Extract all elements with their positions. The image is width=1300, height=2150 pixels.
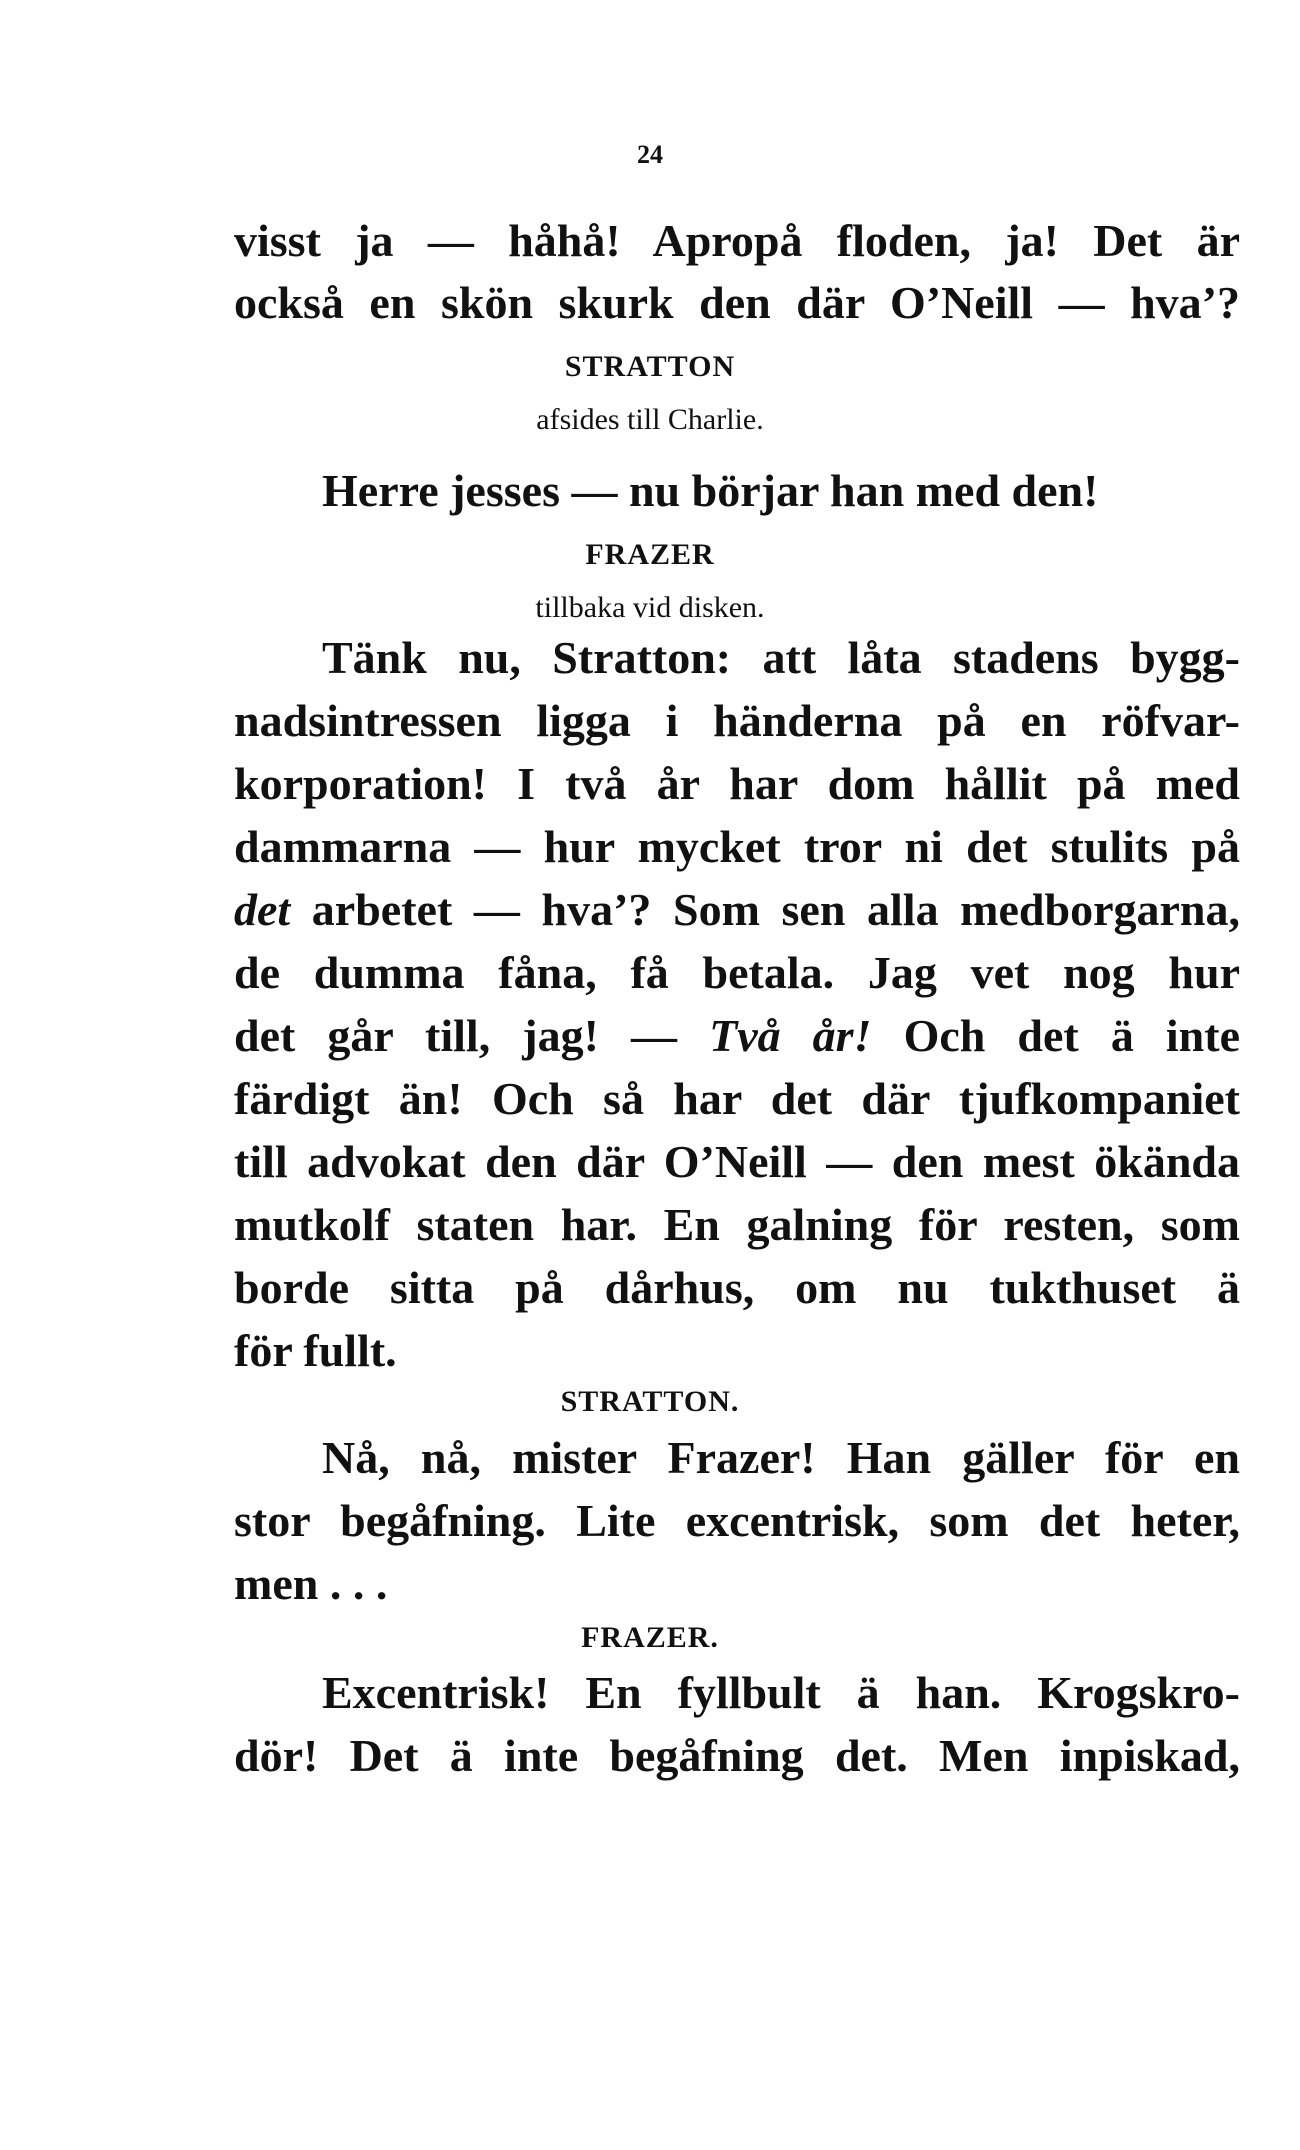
text-line: också en skön skurk den där O’Neill — hva’? <box>234 277 1240 328</box>
text-line: mutkolf staten har. En galning för resten, som <box>234 1199 1240 1250</box>
italic-word: det <box>234 884 291 935</box>
text-line: Excentrisk! En fyllbult ä han. Krogskro- <box>322 1667 1240 1718</box>
page-number: 24 <box>637 140 663 169</box>
text-line <box>234 1010 1241 1061</box>
speaker-name: STRATTON <box>564 350 736 383</box>
stage-direction: tillbaka vid disken. <box>535 591 765 624</box>
text-line: Herre jesses — nu börjar han med den! <box>322 465 1099 516</box>
text-line: nadsintressen ligga i händerna på en röfvar- <box>234 695 1240 746</box>
text-segment: det går till, jag! — <box>234 1010 710 1061</box>
text-line: borde sitta på dårhus, om nu tukthuset ä <box>234 1262 1240 1313</box>
speaker-name: FRAZER <box>585 538 715 571</box>
text-line: Nå, nå, mister Frazer! Han gäller för en <box>322 1432 1240 1483</box>
text-line: de dumma fåna, få betala. Jag vet nog hur <box>234 947 1240 998</box>
text-line: för fullt. <box>234 1325 397 1376</box>
text-segment: Och det ä inte <box>871 1010 1241 1061</box>
text-line: stor begåfning. Lite excentrisk, som det heter, <box>234 1495 1240 1546</box>
text-line: dammarna — hur mycket tror ni det stulits på <box>234 821 1240 872</box>
text-line: men . . . <box>234 1558 388 1609</box>
text-line: visst ja — håhå! Apropå floden, ja! Det är <box>234 215 1240 266</box>
stage-direction: afsides till Charlie. <box>536 403 764 436</box>
text-line <box>234 884 1240 935</box>
text-segment: arbetet — hva’? Som sen alla medborgarna, <box>290 884 1240 935</box>
text-line: Tänk nu, Stratton: att låta stadens bygg- <box>322 632 1240 683</box>
text-line: dör! Det ä inte begåfning det. Men inpiskad, <box>234 1730 1240 1781</box>
text-line: färdigt än! Och så har det där tjufkompaniet <box>234 1073 1240 1124</box>
speaker-name: FRAZER. <box>581 1621 719 1654</box>
italic-phrase: Två år! <box>709 1010 872 1061</box>
speaker-name: STRATTON. <box>560 1385 740 1418</box>
text-line: korporation! I två år har dom hållit på med <box>234 758 1240 809</box>
text-line: till advokat den där O’Neill — den mest ökända <box>234 1136 1240 1187</box>
